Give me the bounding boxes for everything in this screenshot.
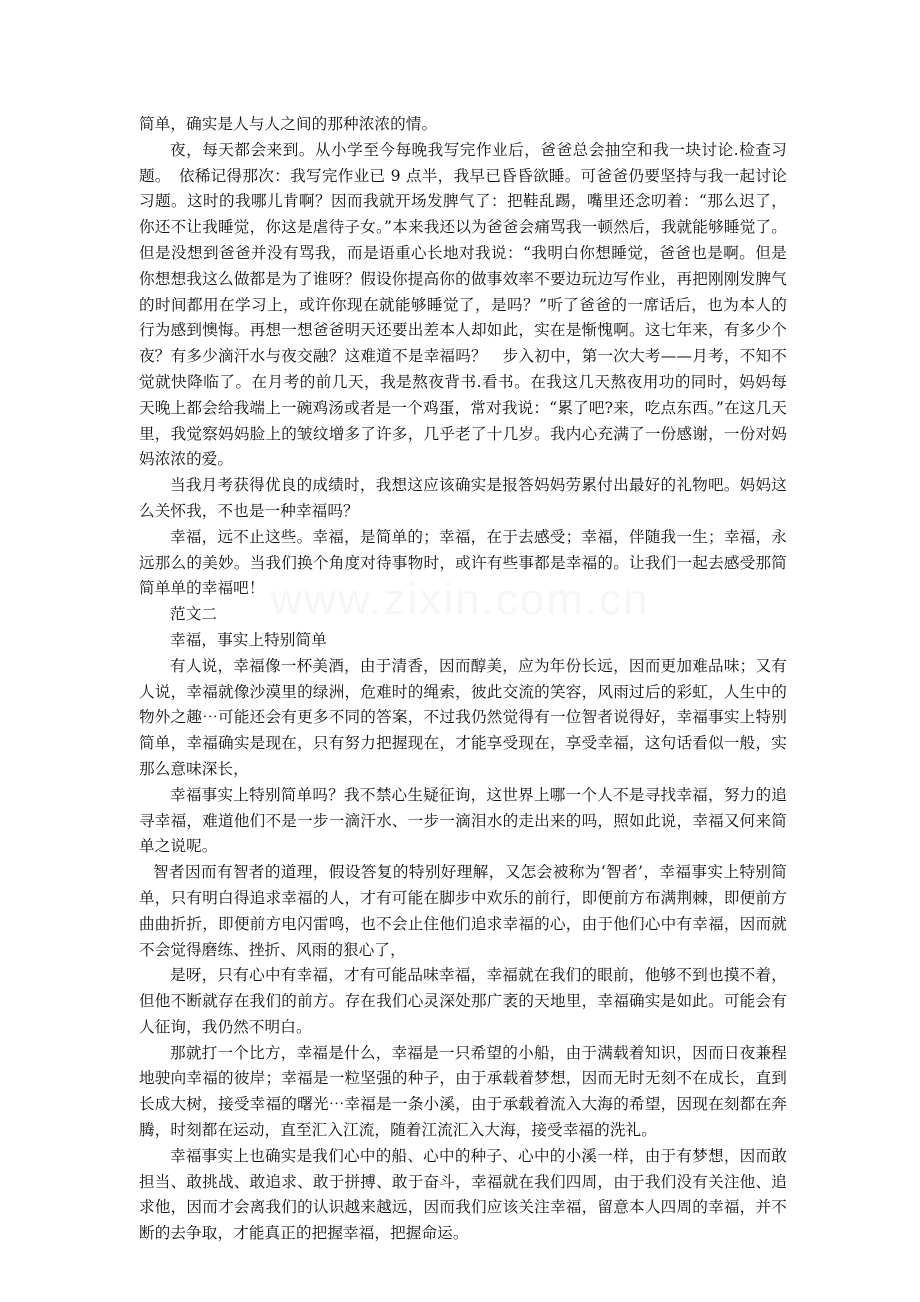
paragraph-p9: 智者因而有智者的道理，假设答复的特别好理解，又怎会被称为‘智者’，幸福事实上特别简单，只有明白得追求幸福的人，才有可能在脚步中欢乐的前行，即便前方布满荆棘，即便前方曲曲折折，即便前方电闪雷鸣，也不会止住他们追求幸福的心，由于他们心中有幸福，因而就不会觉得磨练、挫折、风雨的狠心了， xyxy=(139,863,787,959)
paragraph-p4: 幸福，远不止这些。幸福，是简单的；幸福，在于去感受；幸福，伴随我一生；幸福，永远那么的美妙。当我们换个角度对待事物时，或许有些事都是幸福的。让我们一起去感受那简简单单的幸福吧！ xyxy=(139,527,787,598)
paragraph-p8: 幸福事实上特别简单吗？我不禁心生疑征询，这世界上哪一个人不是寻找幸福，努力的追寻幸福，难道他们不是一步一滴汗水、一步一滴泪水的走出来的吗，照如此说，幸福又何来简单之说呢。 xyxy=(139,785,787,856)
paragraph-p3: 当我月考获得优良的成绩时，我想这应该确实是报答妈妈劳累付出最好的礼物吧。妈妈这么关怀我，不也是一种幸福吗？ xyxy=(139,476,787,520)
paragraph-p6: 幸福，事实上特别简单 xyxy=(170,630,327,649)
paragraph-p5: 范文二 xyxy=(170,605,218,624)
body-text xyxy=(139,112,787,1247)
paragraph-p11: 那就打一个比方，幸福是什么，幸福是一只希望的小船，由于满载着知识，因而日夜兼程地驶向幸福的彼岸；幸福是一粒坚强的种子，由于承载着梦想，因而无时无刻不在成长，直到长成大树，接受幸福的曙光⋯幸福是一条小溪，由于承载着流入大海的希望，因现在刻都在奔腾，时刻都在运动，直至汇入江流，随着江流汇入大海，接受幸福的洗礼。 xyxy=(139,1043,787,1140)
paragraph-p1: 简单，确实是人与人之间的那种浓浓的情。 xyxy=(139,115,438,133)
paragraph-p2: 夜，每天都会来到。从小学至今每晚我写完作业后，爸爸总会抽空和我一块讨论.检查习题。 依稀记得那次：我写完作业已 9 点半，我早已昏昏欲睡。可爸爸仍要坚持与我一起讨论习题。这时的我哪儿肯啊？因而我就开场发脾气了：把鞋乱踢，嘴里还念叨着：“那么迟了，你还不让我睡觉，你这是虐待子女。”本来我还以为爸爸会痛骂我一顿然后，我就能够睡觉了。但是没想到爸爸并没有骂我，而是语重心长地对我说：“我明白你想睡觉，爸爸也是啊。但是你想想我这么做都是为了谁呀？假设你提高你的做事效率不要边玩边写作业，再把刚刚发脾气的时间都用在学习上，或许你现在就能够睡觉了，是吗？”听了爸爸的一席话后，也为本人的行为感到懊悔。再想一想爸爸明天还要出差本人却如此，实在是惭愧啊。这七年来，有多少个夜？有多少滴汗水与夜交融？这难道不是幸福吗？ 步入初中，第一次大考——月考，不知不觉就快降临了。在月考的前几天，我是熬夜背书.看书。在我这几天熬夜用功的同时，妈妈每天晚上都会给我端上一碗鸡汤或者是一个鸡蛋，常对我说：“累了吧?来，吃点东西。”在这几天里，我觉察妈妈脸上的皱纹增多了许多，几乎老了十几岁。我内心充满了一份感谢，一份对妈妈浓浓的爱。 xyxy=(139,140,787,469)
paragraph-p12: 幸福事实上也确实是我们心中的船、心中的种子、心中的小溪一样，由于有梦想，因而敢担当、敢挑战、敢追求、敢于拼搏、敢于奋斗，幸福就在我们四周，由于我们没有关注他、追求他，因而才会离我们的认识越来越远，因而我们应该关注幸福，留意本人四周的幸福，并不断的去争取，才能真正的把握幸福，把握命运。 xyxy=(139,1146,787,1243)
watermark: www.zixin.com.cn xyxy=(270,575,650,624)
paragraph-p10: 是呀，只有心中有幸福，才有可能品味幸福，幸福就在我们的眼前，他够不到也摸不着，但他不断就存在我们的前方。存在我们心灵深处那广袤的天地里，幸福确实是如此。可能会有人征询，我仍然不明白。 xyxy=(139,966,787,1036)
paragraph-p7: 有人说，幸福像一杯美酒，由于清香，因而醇美，应为年份长远，因而更加难品味；又有人说，幸福就像沙漠里的绿洲，危难时的绳索，彼此交流的笑容，风雨过后的彩虹，人生中的物外之趣⋯可能还会有更多不同的答案，不过我仍然觉得有一位智者说得好，幸福事实上特别简单，幸福确实是现在，只有努力把握现在，才能享受现在，享受幸福，这句话看似一般，实那么意味深长， xyxy=(139,656,787,778)
